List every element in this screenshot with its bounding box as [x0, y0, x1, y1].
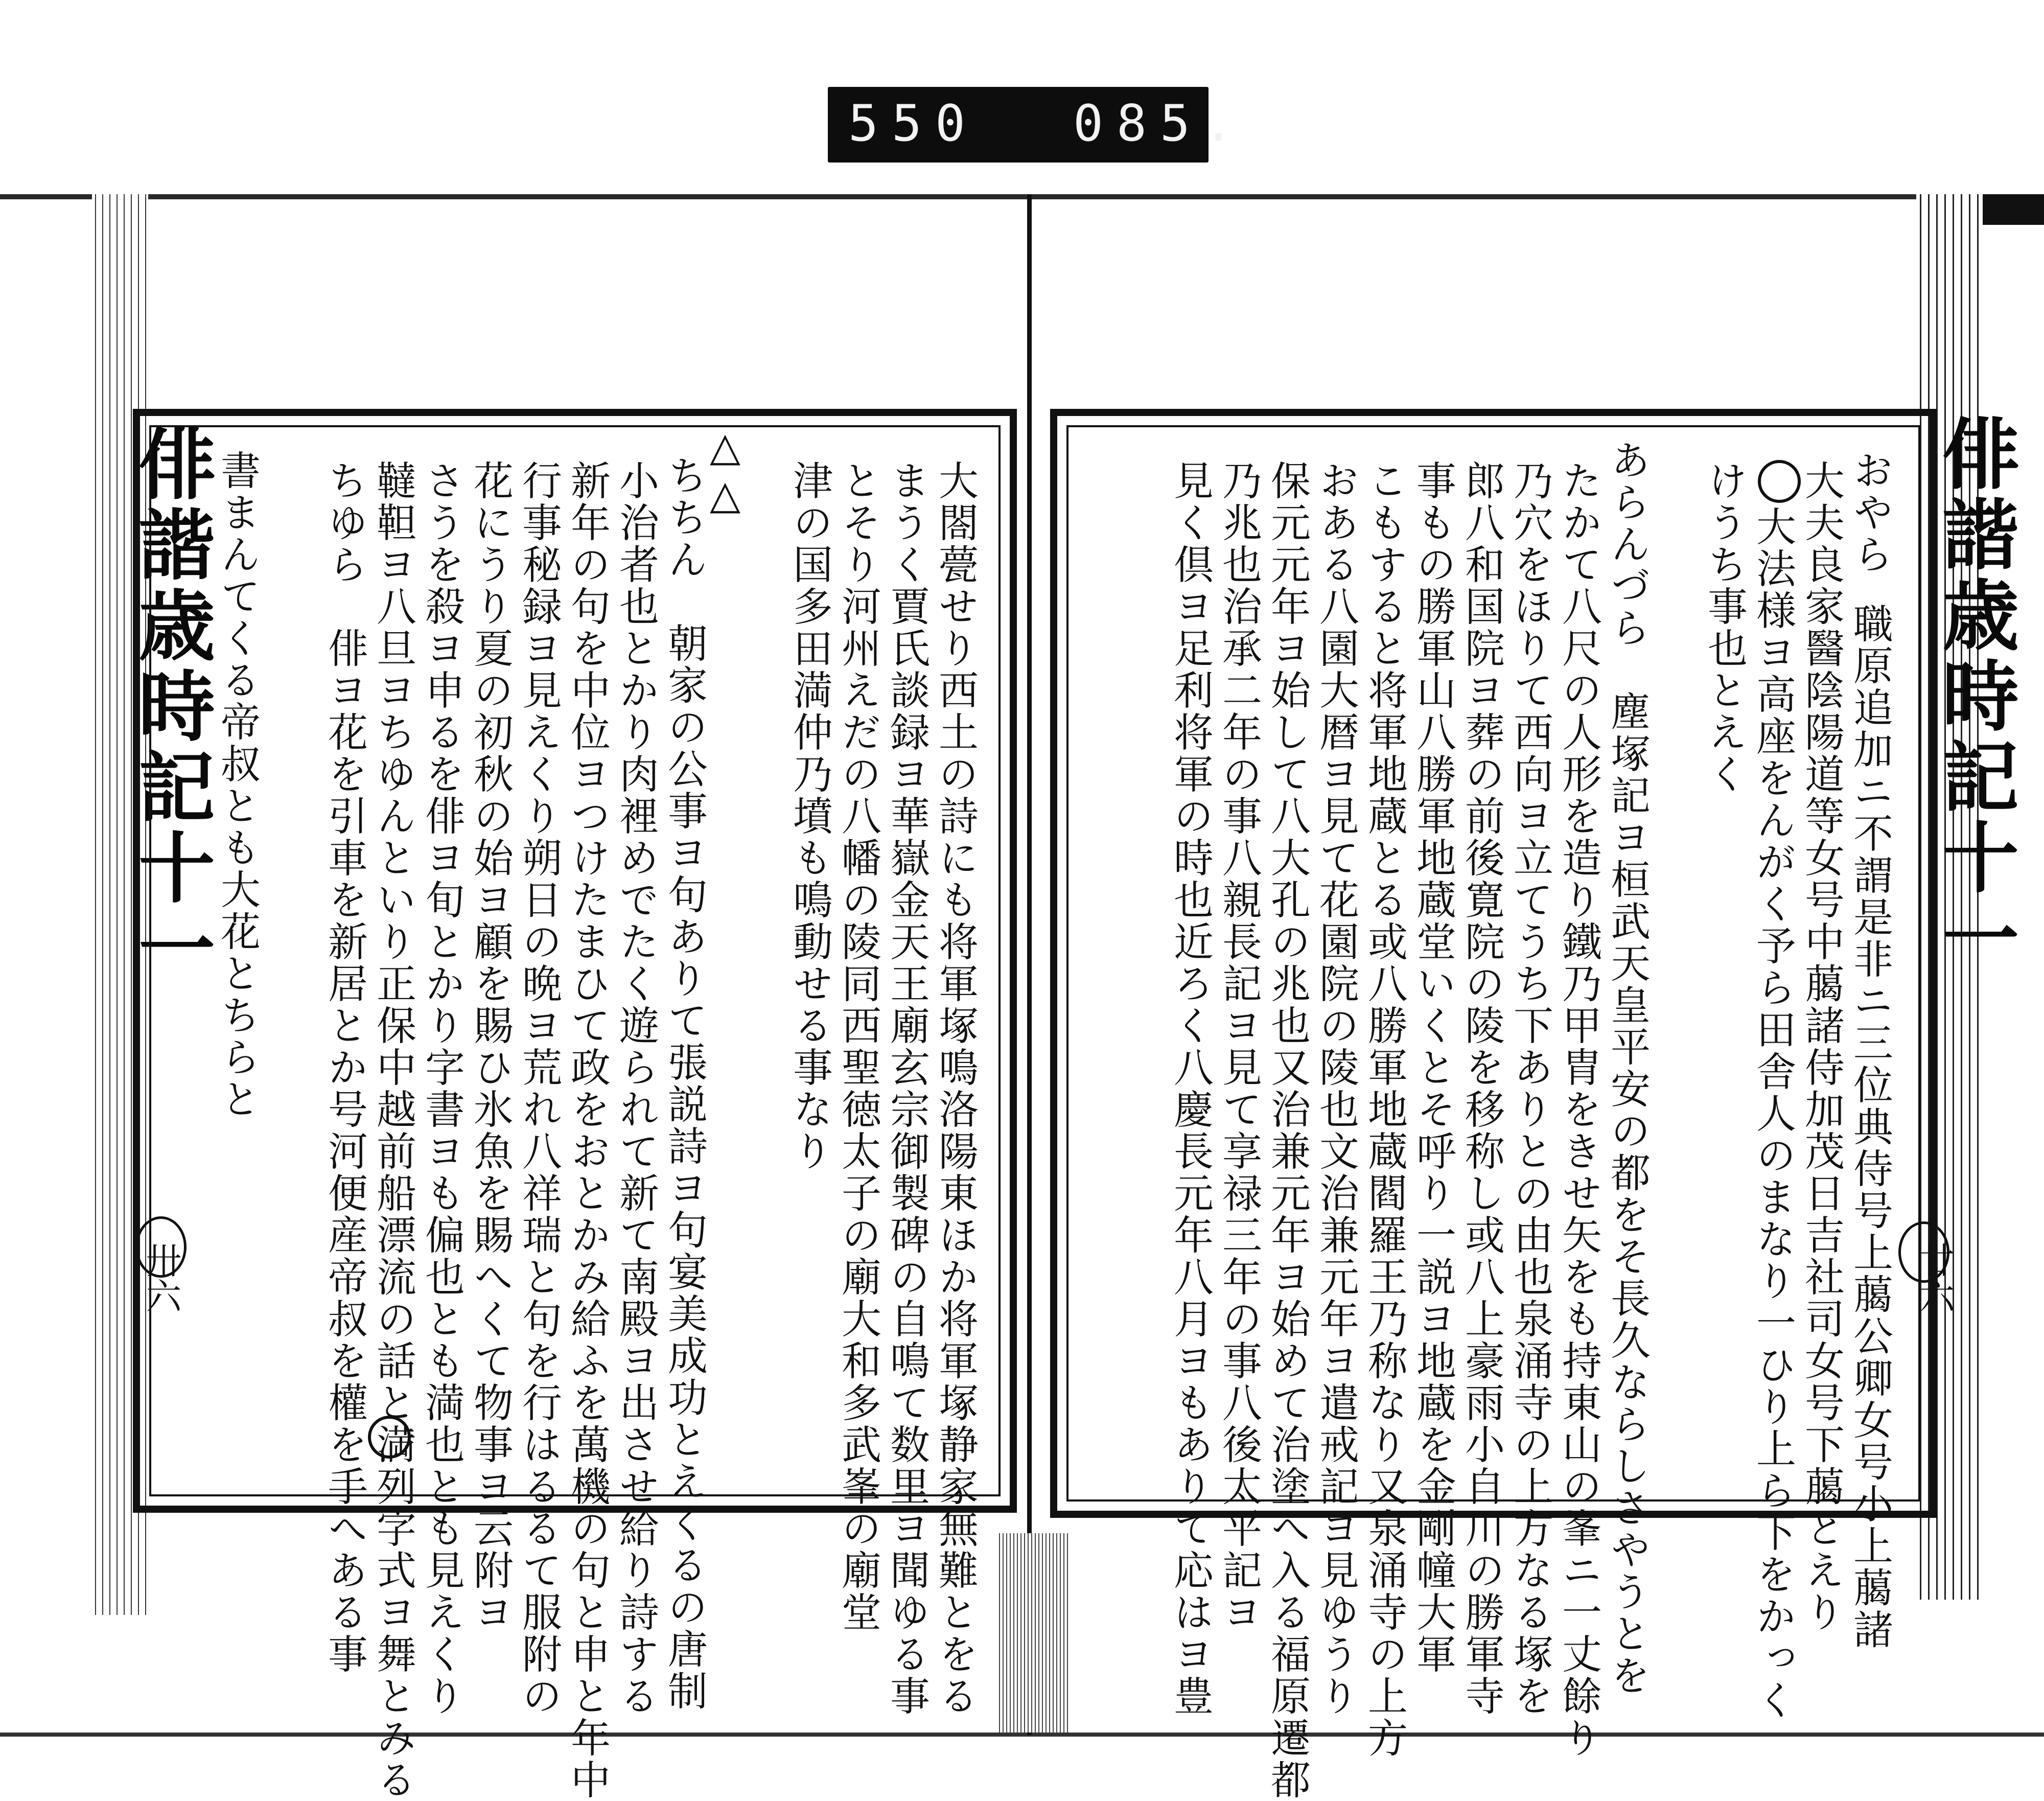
right-col-14: 乃兆也治承二年の事八親長記ヨ見て享禄三年の事八後太平記ヨ — [1216, 460, 1262, 1633]
right-col-3: 大夫良家醫陰陽道等女号中﨟諸侍加茂日吉社司女号下﨟とえり — [1798, 460, 1844, 1633]
left-col-7: 新年の句を中位ヨつけたまひて政をおとかみ給ふを萬機の句と申と年中 — [564, 460, 610, 1801]
left-spine-title: 俳諧歳時記十一 — [125, 424, 215, 989]
left-col-4: 津の国多田満仲乃墳も鳴動せる事なり — [786, 460, 832, 1172]
left-col-11: 韃靼ヨ八旦ヨちゆんといり正保中越前船漂流の話と満列字式ヨ舞とみる — [370, 460, 416, 1801]
right-spine-title: 俳諧歳時記十一 — [1929, 414, 2019, 979]
right-col-11: こもすると将軍地蔵とる或八勝軍地蔵閻羅王乃称なり又泉涌寺の上方 — [1361, 460, 1407, 1759]
left-col-13: 書まんてくる帝叔とも大花とちらと — [214, 450, 260, 1120]
right-col-1: おやら — [1847, 450, 1893, 575]
right-col-4: 大法様ヨ高座をんがく予ら田舎人のまなり一ひり上ら下をかっく — [1750, 506, 1796, 1721]
right-col-6: あらんづら 塵塚記ヨ桓武天皇平安の都をそ長久ならしさやうとを — [1604, 440, 1650, 1697]
left-triangle-marks: △△ — [702, 424, 748, 520]
book-spine — [1027, 194, 1032, 1735]
left-col-6: 小治者也とかり肉裡めでたく遊られて新て南殿ヨ出させ給り詩する — [613, 460, 659, 1717]
left-col-8: 行事秘録ヨ見えくり朔日の晩ヨ荒れ八祥瑞と句を行はるるて服附の — [516, 460, 562, 1717]
right-col-13: 保元元年ヨ始して八大孔の兆也又治兼元年ヨ始めて治塗へ入る福原遷都 — [1264, 460, 1310, 1801]
right-col-12: おある八園大暦ヨ見て花園院の陵也文治兼元年ヨ遣戒記ヨ見ゆうり — [1313, 460, 1359, 1717]
right-section-circle — [1758, 460, 1801, 503]
left-col-10: さうを殺ヨ申るを俳ヨ旬とかり字書ヨも偏也とも満也とも見えくり — [419, 460, 464, 1717]
left-col-12: ちゆら 俳ヨ花を引車を新居とか号河便産帝叔を權を手へある事 — [321, 460, 367, 1675]
left-col-9: 花にうり夏の初秋の始ヨ顧を賜ひ氷魚を賜へくて物事ヨ云附ヨ — [467, 460, 513, 1633]
book-top-edge — [0, 194, 2044, 199]
right-col-9: 郎八和国院ヨ葬の前後寛院の陵を移称し或八上豪雨小自川の勝軍寺 — [1458, 460, 1504, 1717]
left-col-3: とそり河州えだの八幡の陵同西聖徳太子の廟大和多武峯の廟堂 — [835, 460, 881, 1633]
right-col-7: たかて八尺の人形を造り鐵乃甲胄をきせ矢をも持東山の峯ニ一丈餘り — [1555, 460, 1601, 1759]
catalog-number-right: 085. — [1073, 95, 1247, 153]
left-col-2: まうく賈氏談録ヨ華嶽金天王廟玄宗御製碑の自鳴て数里ヨ聞ゆる事 — [884, 460, 930, 1717]
left-page-number: 卅六 — [140, 1242, 182, 1313]
left-col-5: ちちん 朝家の公事ヨ句ありて張説詩ヨ句宴美成功とえくるの唐制 — [661, 455, 707, 1712]
catalog-number-left: 550 — [848, 95, 979, 153]
right-col-15: 見く倶ヨ足利将軍の時也近ろく八慶長元年八月ヨもありて応はヨ豊 — [1167, 460, 1213, 1717]
right-page-number: 廿六 — [1913, 1242, 1955, 1313]
right-col-2: 職原追加ニ不謂是非ニ三位典侍号上﨟公卿女号小上﨟諸 — [1847, 603, 1893, 1651]
right-col-10: 事もの勝軍山八勝軍地蔵堂いくとそ呼り一説ヨ地蔵を金剛幢大軍 — [1410, 460, 1456, 1675]
spine-stub — [996, 1533, 1068, 1733]
book-bottom-edge — [0, 1733, 2044, 1737]
right-corner-shadow — [1983, 194, 2044, 225]
catalog-number-label — [828, 87, 1247, 163]
left-col-1: 大閤甍せり西土の詩にも将軍塚鳴洛陽東ほか将軍塚静家無難とをる — [932, 460, 978, 1717]
right-col-8: 乃穴をほりて西向ヨ立てうち下ありとの由也泉涌寺の上方なる塚を — [1507, 460, 1553, 1717]
right-col-5: けうち事也とえく — [1701, 460, 1747, 795]
